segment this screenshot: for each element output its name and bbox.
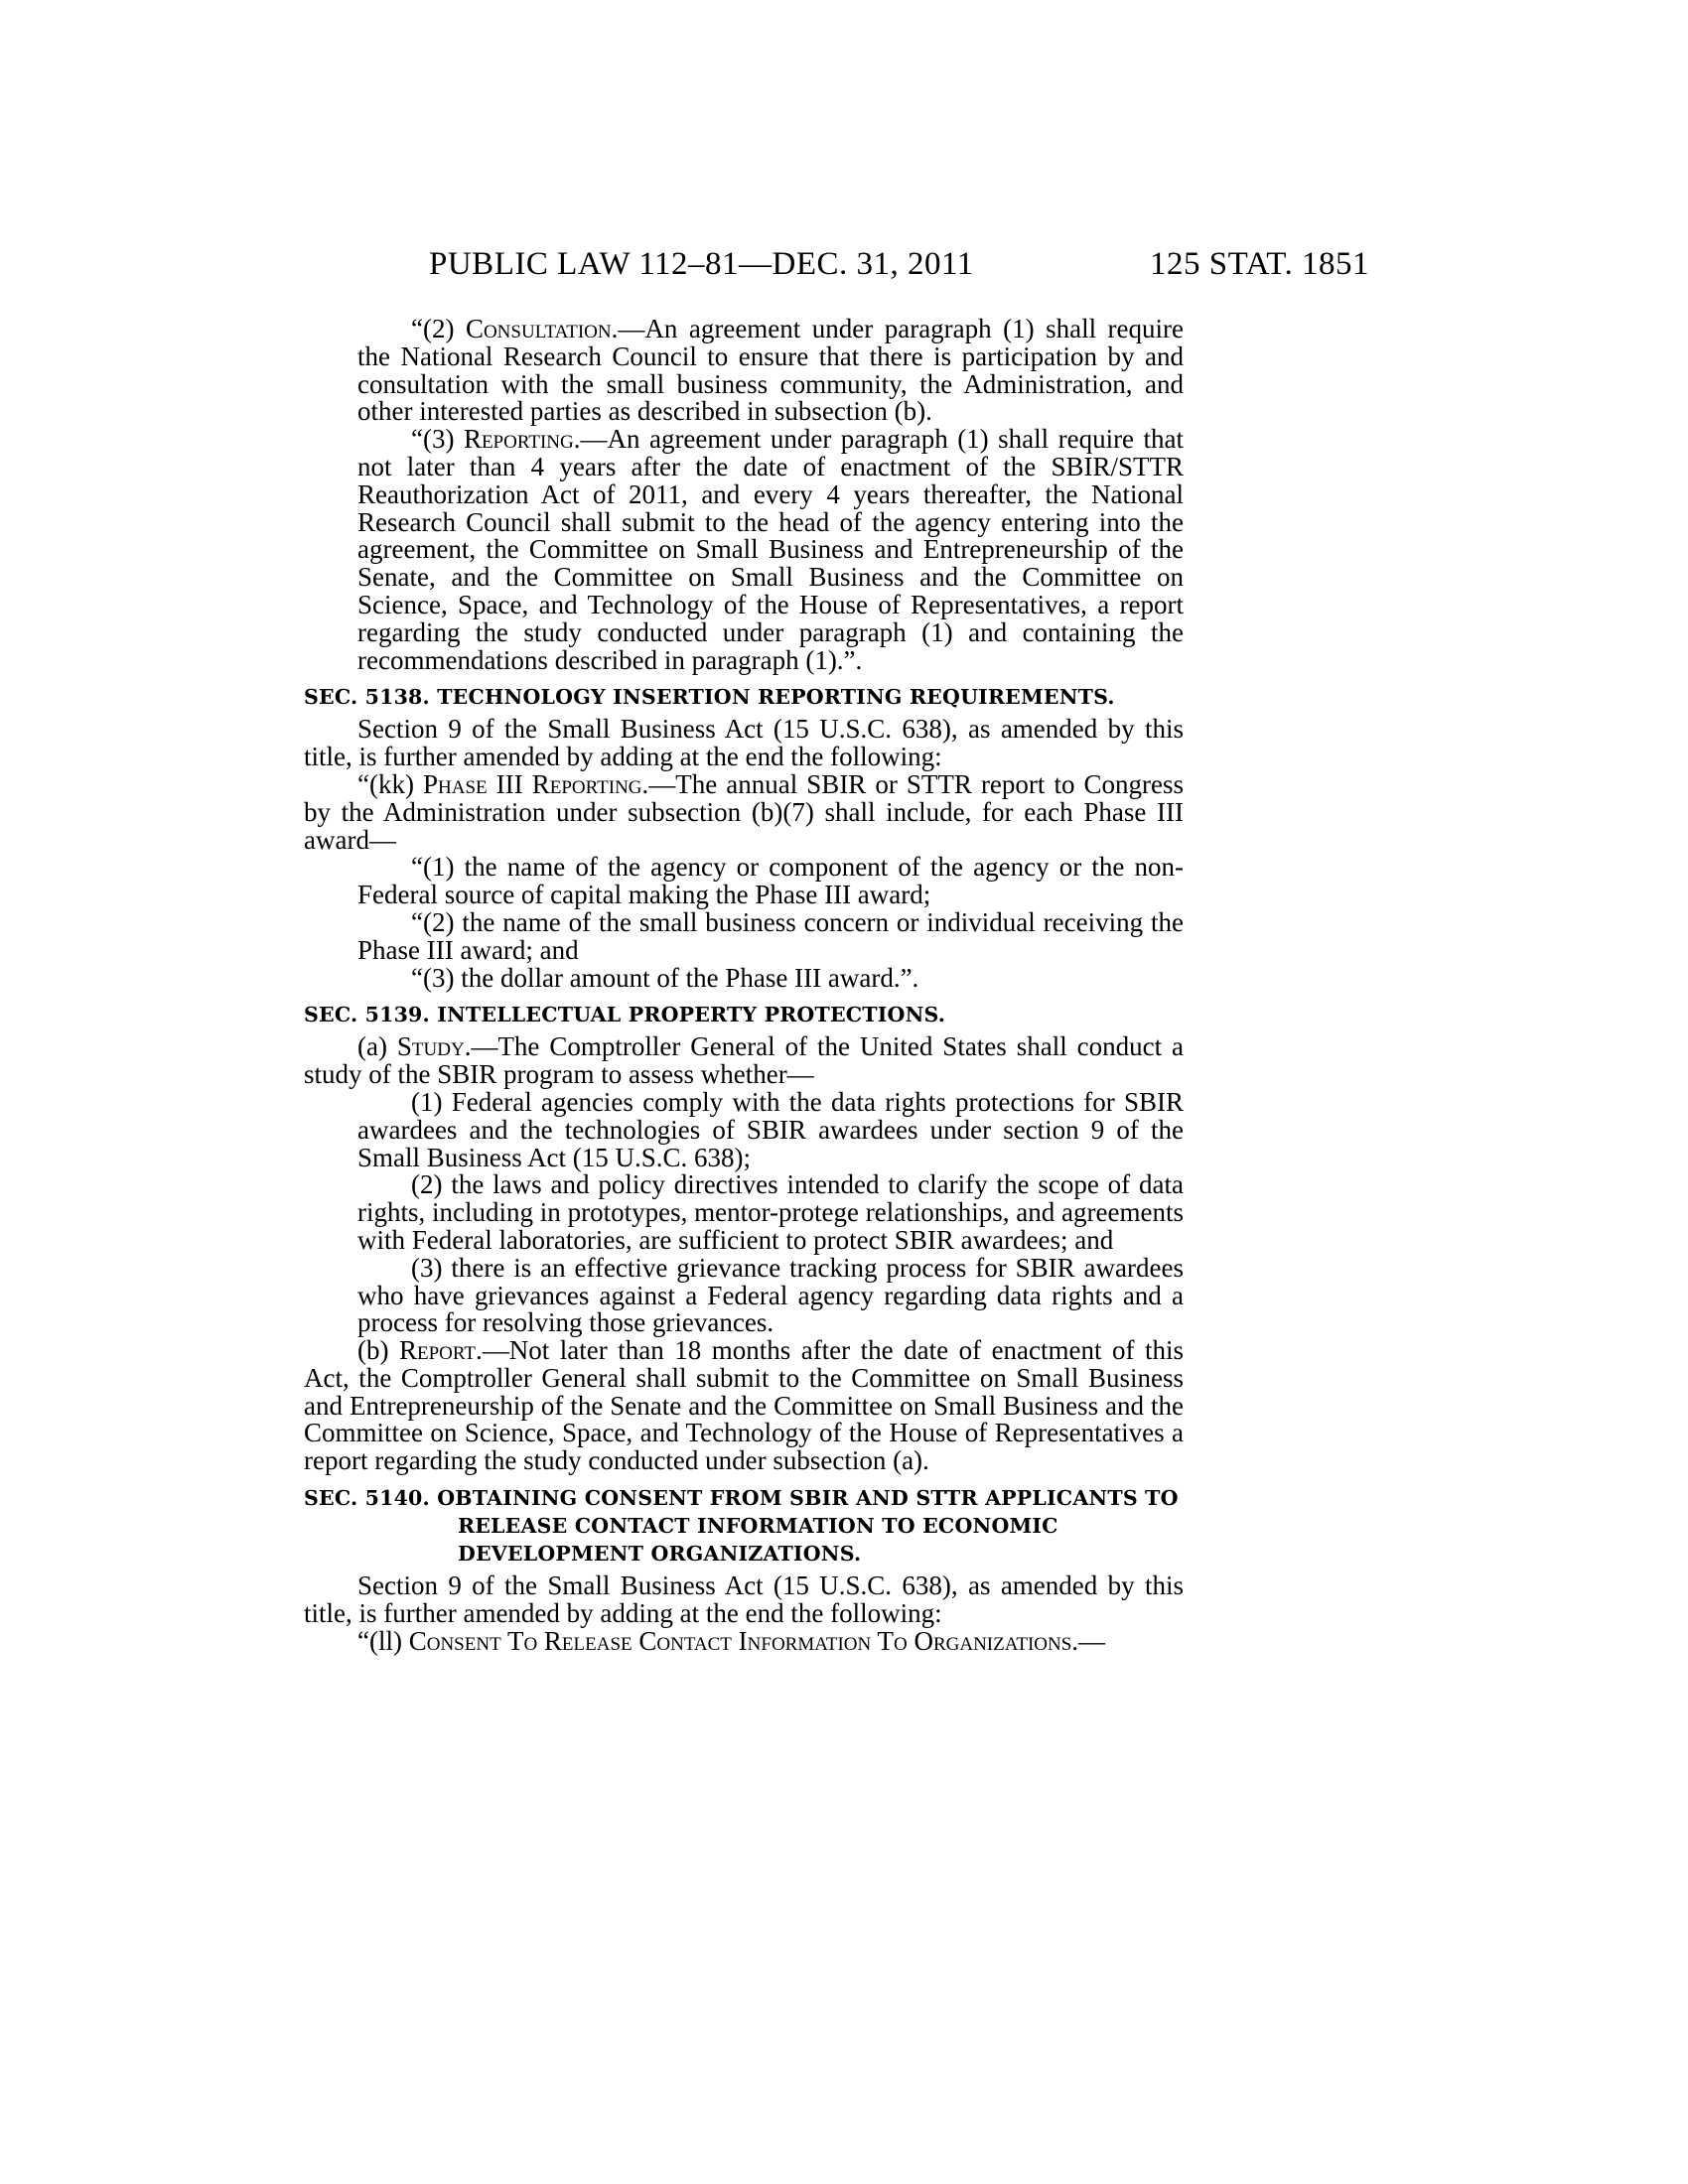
page-number: 125 STAT. 1851: [1150, 246, 1370, 282]
running-header: [0, 246, 1688, 286]
section-heading-5139: SEC. 5139. INTELLECTUAL PROPERTY PROTECTIONS.: [304, 1003, 946, 1027]
para-heading: Consent To Release Contact Information To Organizations: [408, 1625, 1072, 1656]
subsection-b-report: [304, 1337, 1184, 1475]
para-heading: Consultation: [465, 314, 612, 343]
para-text: .—The Comptroller General of the United States shall conduct a study of the SBIR program to assess whether—: [304, 1031, 1184, 1090]
para-number: “(ll): [357, 1625, 409, 1656]
document-body: [304, 316, 1184, 1655]
study-item-3: (3) there is an effective grievance tracking process for SBIR awardees who have grievances against a Federal agency regarding data rights and a process for resolving those grievances.: [357, 1252, 1184, 1338]
kk-item-2: “(2) the name of the small business concern or individual receiving the Phase III award; and: [357, 906, 1184, 965]
header-title: PUBLIC LAW 112–81—DEC. 31, 2011: [429, 246, 974, 282]
para-number: “(2): [411, 314, 466, 343]
para-number: “(kk): [357, 768, 424, 799]
section-heading-5138: SEC. 5138. TECHNOLOGY INSERTION REPORTING REQUIREMENTS.: [304, 685, 1115, 710]
sec5138-intro: Section 9 of the Small Business Act (15 U.S.C. 638), as amended by this title, is further amended by adding at the end the following:: [304, 714, 1184, 772]
para-text: .—The annual SBIR or STTR report to Congress by the Administration under subsection (b)(7) shall include, for each Phase III award—: [304, 768, 1184, 855]
section-heading-5140: SEC. 5140. OBTAINING CONSENT FROM SBIR AND STTR APPLICANTS TO RELEASE CONTACT INFORMATION TO ECONOMIC DEVELOPMENT ORGANIZATIONS.: [304, 1486, 1179, 1567]
kk-item-1: “(1) the name of the agency or component of the agency or the non-Federal source of capital making the Phase III award;: [357, 852, 1184, 910]
para-number: (a): [357, 1031, 397, 1062]
kk-item-3: “(3) the dollar amount of the Phase III award.”.: [411, 962, 919, 993]
paragraph-reporting: [304, 426, 1184, 674]
para-number: “(3): [411, 424, 464, 455]
para-heading: Reporting: [463, 424, 574, 455]
para-heading: Phase III Reporting: [423, 768, 642, 799]
para-text: .—Not later than 18 months after the date of enactment of this Act, the Comptroller General shall submit to the Committee on Small Business and Entrepreneurship of the Senate and the Committee on Small Business and the Committee on Science, Space, and Technology of the House of Representatives a report regarding the study conducted under subsection (a).: [304, 1335, 1185, 1476]
study-item-1: (1) Federal agencies comply with the data rights protections for SBIR awardees and the technologies of SBIR awardees under section 9 of the Small Business Act (15 U.S.C. 638);: [357, 1086, 1184, 1172]
para-heading: Report: [398, 1335, 477, 1366]
sec5140-intro: Section 9 of the Small Business Act (15 U.S.C. 638), as amended by this title, is further amended by adding at the end the following:: [304, 1570, 1184, 1628]
para-number: (b): [357, 1335, 399, 1366]
para-text: .—An agreement under paragraph (1) shall require the National Research Council to ensure that there is participation by and consultation with the small business community, the Administration, and other interested parties as described in subsection (b).: [357, 314, 1185, 427]
paragraph-consultation: [304, 316, 1184, 426]
study-item-2: (2) the laws and policy directives intended to clarify the scope of data rights, including in prototypes, mentor-protege relationships, and agreements with Federal laboratories, are sufficient to protect SBIR awardees; and: [357, 1169, 1184, 1255]
subsection-kk: [304, 768, 1184, 855]
subsection-a-study: [304, 1033, 1184, 1089]
para-text: .—: [1071, 1625, 1106, 1656]
para-heading: Study: [396, 1031, 465, 1062]
subsection-ll: [304, 1625, 1184, 1656]
para-text: .—An agreement under paragraph (1) shall require that not later than 4 years after the date of enactment of the SBIR/STTR Reauthorization Act of 2011, and every 4 years thereafter, the National Research Council shall submit to the head of the agency entering into the agreement, the Committee on Small Business and Entrepreneurship of the Senate, and the Committee on Small Business and the Committee on Science, Space, and Technology of the House of Representatives, a report regarding the study conducted under paragraph (1) and containing the recommendations described in paragraph (1).”.: [357, 424, 1184, 675]
